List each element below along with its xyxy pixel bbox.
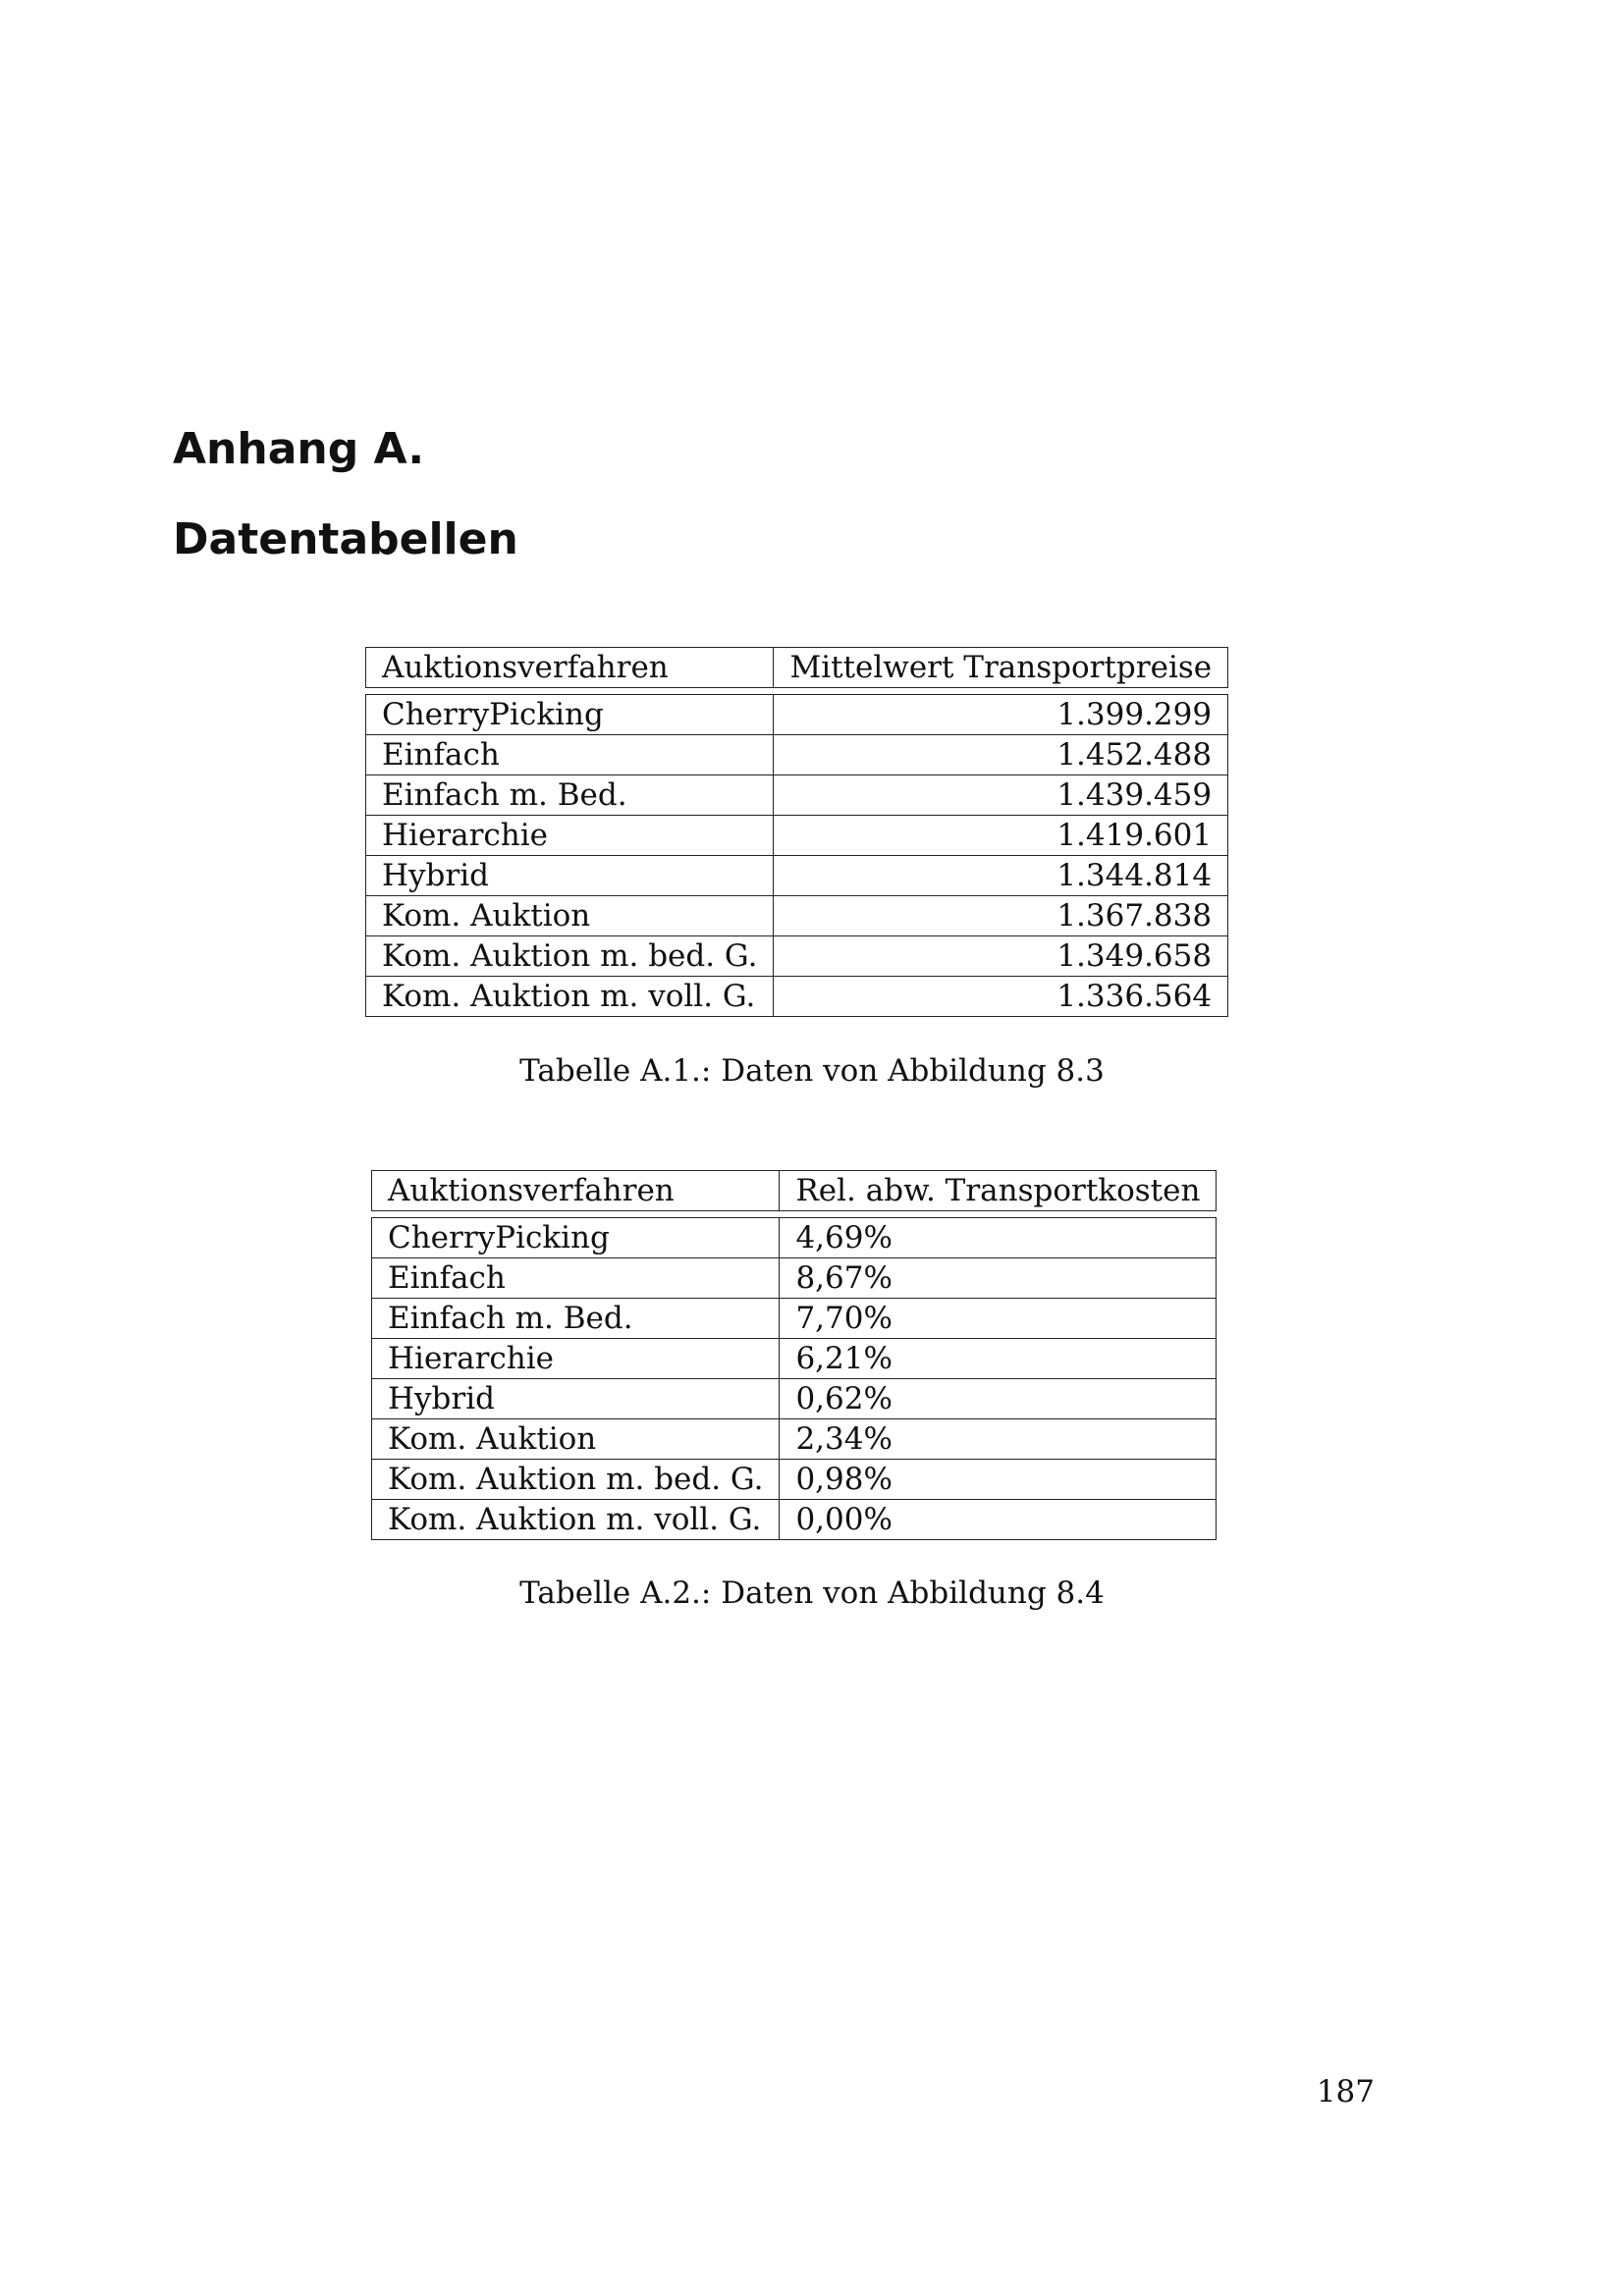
method-cell: Einfach m. Bed. bbox=[371, 1299, 779, 1339]
table-row bbox=[365, 936, 1228, 977]
value-cell: 1.336.564 bbox=[773, 977, 1228, 1017]
value-cell: 1.419.601 bbox=[773, 816, 1228, 856]
table-transport-prices bbox=[365, 647, 1228, 1017]
value-cell: 1.399.299 bbox=[773, 694, 1228, 735]
method-cell: Kom. Auktion m. bed. G. bbox=[365, 936, 773, 977]
table-row bbox=[365, 977, 1228, 1017]
method-cell: CherryPicking bbox=[371, 1217, 779, 1258]
method-cell: Hybrid bbox=[371, 1379, 779, 1419]
value-cell: 1.452.488 bbox=[773, 735, 1228, 775]
value-cell: 1.344.814 bbox=[773, 856, 1228, 896]
method-cell: Hierarchie bbox=[371, 1339, 779, 1379]
value-cell: 7,70% bbox=[779, 1299, 1217, 1339]
value-cell: 4,69% bbox=[779, 1217, 1217, 1258]
method-cell: Einfach bbox=[371, 1258, 779, 1299]
column-header: Rel. abw. Transportkosten bbox=[779, 1170, 1217, 1211]
method-cell: Kom. Auktion m. voll. G. bbox=[365, 977, 773, 1017]
table-caption: Tabelle A.1.: Daten von Abbildung 8.3 bbox=[519, 1053, 1105, 1089]
method-cell: Kom. Auktion bbox=[371, 1419, 779, 1460]
value-cell: 8,67% bbox=[779, 1258, 1217, 1299]
column-header: Mittelwert Transportpreise bbox=[773, 647, 1228, 688]
value-cell: 1.349.658 bbox=[773, 936, 1228, 977]
table-caption: Tabelle A.2.: Daten von Abbildung 8.4 bbox=[519, 1575, 1105, 1611]
method-cell: Einfach bbox=[365, 735, 773, 775]
column-header: Auktionsverfahren bbox=[365, 647, 773, 688]
method-cell: Kom. Auktion m. voll. G. bbox=[371, 1500, 779, 1540]
value-cell: 0,98% bbox=[779, 1460, 1217, 1500]
method-cell: Kom. Auktion m. bed. G. bbox=[371, 1460, 779, 1500]
method-cell: Kom. Auktion bbox=[365, 896, 773, 936]
value-cell: 1.439.459 bbox=[773, 775, 1228, 816]
table-row bbox=[365, 856, 1228, 896]
method-cell: Einfach m. Bed. bbox=[365, 775, 773, 816]
value-cell: 6,21% bbox=[779, 1339, 1217, 1379]
table-row bbox=[371, 1258, 1217, 1299]
chapter-title: Datentabellen bbox=[173, 514, 518, 564]
table-row bbox=[371, 1299, 1217, 1339]
method-cell: Hybrid bbox=[365, 856, 773, 896]
table-row bbox=[371, 1217, 1217, 1258]
table-row bbox=[365, 816, 1228, 856]
page-number: 187 bbox=[1316, 2074, 1375, 2109]
value-cell: 2,34% bbox=[779, 1419, 1217, 1460]
value-cell: 0,00% bbox=[779, 1500, 1217, 1540]
table-row bbox=[371, 1460, 1217, 1500]
chapter-label: Anhang A. bbox=[173, 424, 425, 474]
table-row bbox=[365, 896, 1228, 936]
table-header-row bbox=[371, 1170, 1217, 1211]
table-row bbox=[371, 1379, 1217, 1419]
value-cell: 1.367.838 bbox=[773, 896, 1228, 936]
column-header: Auktionsverfahren bbox=[371, 1170, 779, 1211]
table-row bbox=[371, 1339, 1217, 1379]
value-cell: 0,62% bbox=[779, 1379, 1217, 1419]
table-row bbox=[371, 1500, 1217, 1540]
table-transport-costs bbox=[371, 1170, 1217, 1540]
table-row bbox=[365, 775, 1228, 816]
method-cell: CherryPicking bbox=[365, 694, 773, 735]
table-row bbox=[365, 735, 1228, 775]
method-cell: Hierarchie bbox=[365, 816, 773, 856]
table-header-row bbox=[365, 647, 1228, 688]
table-row bbox=[365, 694, 1228, 735]
table-row bbox=[371, 1419, 1217, 1460]
